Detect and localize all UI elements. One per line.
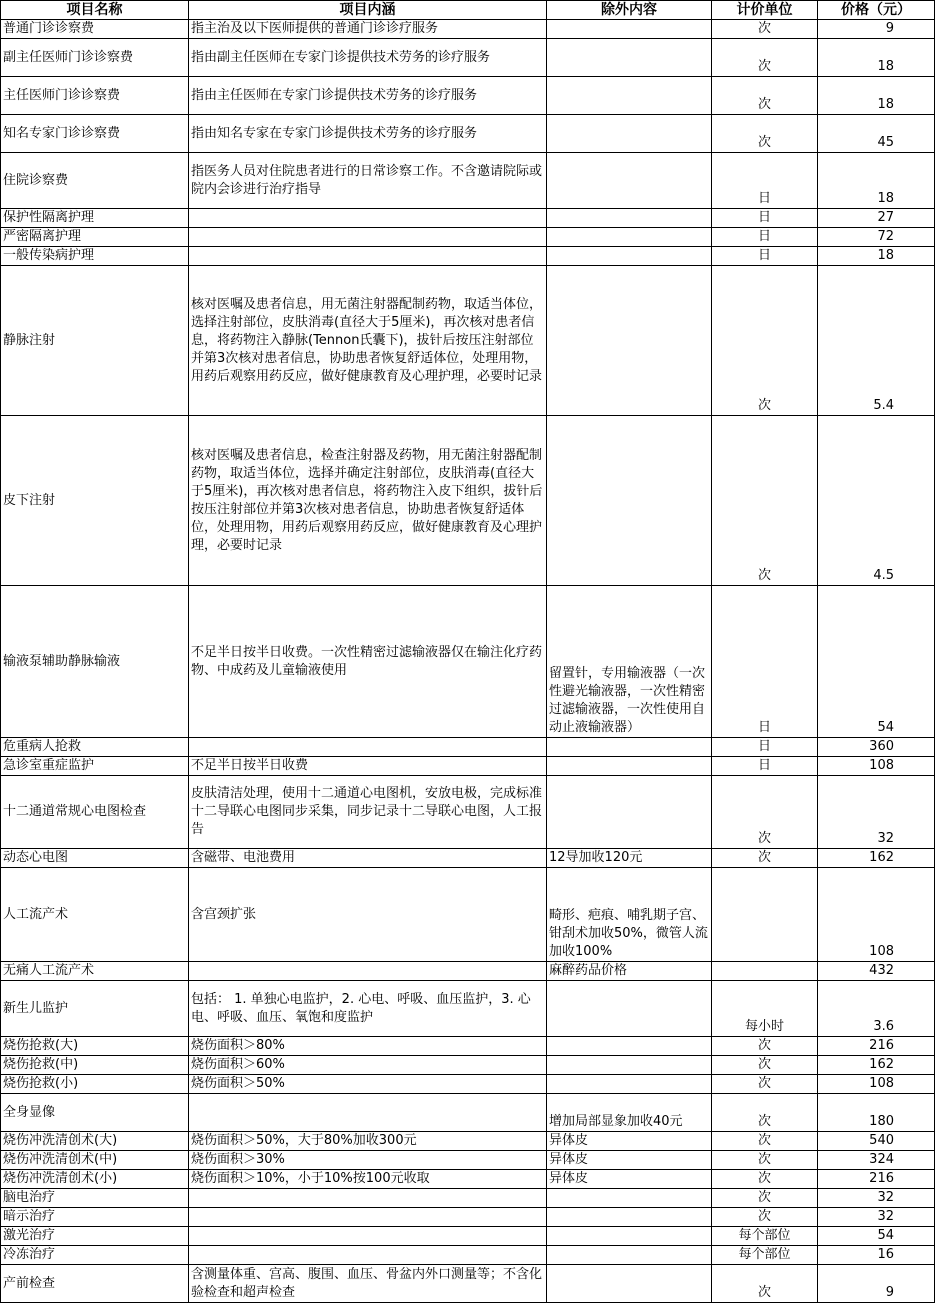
item-name: 激光治疗 — [1, 1227, 189, 1246]
item-content: 烧伤面积＞50%，大于80%加收300元 — [189, 1132, 547, 1151]
item-content — [189, 1189, 547, 1208]
item-unit: 次 — [712, 115, 818, 153]
table-row — [1, 247, 935, 266]
item-price: 216 — [818, 1037, 935, 1056]
header-name: 项目名称 — [1, 1, 189, 20]
table-row — [1, 209, 935, 228]
item-exclusions: 畸形、疤痕、哺乳期子宫、钳刮术加收50%，微管人流加收100% — [547, 868, 712, 962]
item-content — [189, 1208, 547, 1227]
item-exclusions: 麻醉药品价格 — [547, 962, 712, 981]
table-row — [1, 1227, 935, 1246]
item-unit: 日 — [712, 586, 818, 738]
header-exclusions: 除外内容 — [547, 1, 712, 20]
item-price: 18 — [818, 153, 935, 209]
item-content: 不足半日按半日收费。一次性精密过滤输液器仅在输注化疗药物、中成药及儿童输液使用 — [189, 586, 547, 738]
table-row — [1, 776, 935, 849]
item-unit: 日 — [712, 209, 818, 228]
item-content: 烧伤面积＞60% — [189, 1056, 547, 1075]
item-exclusions — [547, 209, 712, 228]
item-exclusions — [547, 1265, 712, 1303]
item-unit: 次 — [712, 1151, 818, 1170]
item-price: 18 — [818, 247, 935, 266]
item-exclusions — [547, 757, 712, 776]
table-row — [1, 849, 935, 868]
item-content: 核对医嘱及患者信息，检查注射器及药物，用无菌注射器配制药物，取适当体位，选择并确定注射部位，皮肤消毒(直径大于5厘米)，再次核对患者信息，将药物注入皮下组织，拔针后按压注射部位并第3次核对患者信息，协助患者恢复舒适体位，处理用物，用药后观察用药反应，做好健康教育及心理护理，必要时记录 — [189, 416, 547, 586]
table-row — [1, 1132, 935, 1151]
item-content: 烧伤面积＞10%，小于10%按100元收取 — [189, 1170, 547, 1189]
item-content — [189, 1094, 547, 1132]
item-price: 27 — [818, 209, 935, 228]
table-row — [1, 228, 935, 247]
item-name: 危重病人抢救 — [1, 738, 189, 757]
item-name: 全身显像 — [1, 1094, 189, 1132]
item-content: 指由副主任医师在专家门诊提供技术劳务的诊疗服务 — [189, 39, 547, 77]
table-row — [1, 266, 935, 416]
item-name: 普通门诊诊察费 — [1, 20, 189, 39]
item-unit: 每个部位 — [712, 1246, 818, 1265]
item-price: 3.6 — [818, 981, 935, 1037]
item-content: 含测量体重、宫高、腹围、血压、骨盆内外口测量等；不含化验检查和超声检查 — [189, 1265, 547, 1303]
item-price: 32 — [818, 776, 935, 849]
table-row — [1, 757, 935, 776]
item-exclusions: 异体皮 — [547, 1132, 712, 1151]
table-row — [1, 1189, 935, 1208]
item-price: 162 — [818, 1056, 935, 1075]
item-unit: 次 — [712, 1208, 818, 1227]
item-content: 核对医嘱及患者信息，用无菌注射器配制药物，取适当体位，选择注射部位，皮肤消毒(直径大于5厘米)，再次核对患者信息，将药物注入静脉(Tennon氏囊下)，拔针后按压注射部位并第3次核对患者信息，协助患者恢复舒适体位，处理用物，用药后观察用药反应，做好健康教育及心理护理，必要时记录 — [189, 266, 547, 416]
item-content — [189, 1227, 547, 1246]
item-content — [189, 1246, 547, 1265]
item-exclusions — [547, 20, 712, 39]
item-exclusions — [547, 981, 712, 1037]
item-exclusions — [547, 228, 712, 247]
table-row — [1, 868, 935, 962]
item-name: 烧伤冲洗清创术(小) — [1, 1170, 189, 1189]
item-name: 烧伤抢救(中) — [1, 1056, 189, 1075]
table-row — [1, 115, 935, 153]
table-row — [1, 1246, 935, 1265]
item-name: 皮下注射 — [1, 416, 189, 586]
table-row — [1, 20, 935, 39]
item-unit: 日 — [712, 757, 818, 776]
item-exclusions — [547, 266, 712, 416]
item-exclusions — [547, 39, 712, 77]
table-row — [1, 962, 935, 981]
item-name: 严密隔离护理 — [1, 228, 189, 247]
item-price: 216 — [818, 1170, 935, 1189]
item-exclusions — [547, 416, 712, 586]
item-exclusions — [547, 1246, 712, 1265]
table-row — [1, 586, 935, 738]
item-price: 9 — [818, 1265, 935, 1303]
item-exclusions — [547, 776, 712, 849]
item-exclusions — [547, 738, 712, 757]
item-content: 不足半日按半日收费 — [189, 757, 547, 776]
item-name: 输液泵辅助静脉输液 — [1, 586, 189, 738]
item-price: 324 — [818, 1151, 935, 1170]
item-unit: 次 — [712, 1170, 818, 1189]
item-price: 162 — [818, 849, 935, 868]
table-row — [1, 1151, 935, 1170]
item-price: 360 — [818, 738, 935, 757]
item-exclusions: 12导加收120元 — [547, 849, 712, 868]
item-content: 指由知名专家在专家门诊提供技术劳务的诊疗服务 — [189, 115, 547, 153]
item-price: 108 — [818, 868, 935, 962]
item-name: 烧伤冲洗清创术(大) — [1, 1132, 189, 1151]
item-unit: 次 — [712, 849, 818, 868]
item-price: 432 — [818, 962, 935, 981]
item-exclusions: 增加局部显象加收40元 — [547, 1094, 712, 1132]
item-exclusions — [547, 1189, 712, 1208]
item-unit: 次 — [712, 1037, 818, 1056]
item-exclusions — [547, 1208, 712, 1227]
item-unit: 次 — [712, 77, 818, 115]
header-content: 项目内涵 — [189, 1, 547, 20]
table-row — [1, 153, 935, 209]
item-name: 产前检查 — [1, 1265, 189, 1303]
table-row — [1, 1075, 935, 1094]
item-name: 住院诊察费 — [1, 153, 189, 209]
item-price: 180 — [818, 1094, 935, 1132]
item-name: 烧伤抢救(大) — [1, 1037, 189, 1056]
item-name: 知名专家门诊诊察费 — [1, 115, 189, 153]
item-name: 动态心电图 — [1, 849, 189, 868]
item-name: 烧伤冲洗清创术(中) — [1, 1151, 189, 1170]
header-price: 价格（元） — [818, 1, 935, 20]
item-content: 包括： 1. 单独心电监护，2. 心电、呼吸、血压监护，3. 心电、呼吸、血压、氧饱和度监护 — [189, 981, 547, 1037]
item-unit: 日 — [712, 228, 818, 247]
item-unit: 次 — [712, 1132, 818, 1151]
table-row — [1, 1208, 935, 1227]
item-content: 皮肤清洁处理，使用十二通道心电图机，安放电极，完成标准十二导联心电图同步采集，同步记录十二导联心电图，人工报告 — [189, 776, 547, 849]
item-content — [189, 962, 547, 981]
item-content: 指医务人员对住院患者进行的日常诊察工作。不含邀请院际或院内会诊进行治疗指导 — [189, 153, 547, 209]
item-content — [189, 738, 547, 757]
item-content: 烧伤面积＞30% — [189, 1151, 547, 1170]
table-row — [1, 1094, 935, 1132]
item-name: 无痛人工流产术 — [1, 962, 189, 981]
item-name: 副主任医师门诊诊察费 — [1, 39, 189, 77]
item-unit: 每小时 — [712, 981, 818, 1037]
item-content — [189, 209, 547, 228]
item-price: 45 — [818, 115, 935, 153]
item-price: 32 — [818, 1189, 935, 1208]
item-exclusions — [547, 115, 712, 153]
item-price: 18 — [818, 39, 935, 77]
item-price: 540 — [818, 1132, 935, 1151]
item-unit: 每个部位 — [712, 1227, 818, 1246]
table-row — [1, 981, 935, 1037]
item-unit: 次 — [712, 1189, 818, 1208]
item-unit: 日 — [712, 153, 818, 209]
item-price: 18 — [818, 77, 935, 115]
item-name: 主任医师门诊诊察费 — [1, 77, 189, 115]
item-exclusions — [547, 247, 712, 266]
item-content: 指主治及以下医师提供的普通门诊诊疗服务 — [189, 20, 547, 39]
item-name: 十二通道常规心电图检查 — [1, 776, 189, 849]
table-row — [1, 416, 935, 586]
item-name: 新生儿监护 — [1, 981, 189, 1037]
item-name: 保护性隔离护理 — [1, 209, 189, 228]
item-price: 54 — [818, 586, 935, 738]
item-unit: 次 — [712, 1265, 818, 1303]
item-exclusions — [547, 1056, 712, 1075]
item-unit: 日 — [712, 738, 818, 757]
table-row — [1, 39, 935, 77]
item-content: 指由主任医师在专家门诊提供技术劳务的诊疗服务 — [189, 77, 547, 115]
item-price: 72 — [818, 228, 935, 247]
table-row — [1, 77, 935, 115]
item-exclusions: 留置针，专用输液器（一次性避光输液器，一次性精密过滤输液器，一次性使用自动止液输液器） — [547, 586, 712, 738]
item-exclusions: 异体皮 — [547, 1151, 712, 1170]
header-row — [1, 1, 935, 20]
item-name: 暗示治疗 — [1, 1208, 189, 1227]
item-exclusions — [547, 77, 712, 115]
item-exclusions — [547, 153, 712, 209]
item-content: 烧伤面积＞50% — [189, 1075, 547, 1094]
item-exclusions — [547, 1037, 712, 1056]
table-row — [1, 1170, 935, 1189]
table-row — [1, 1037, 935, 1056]
item-content: 含磁带、电池费用 — [189, 849, 547, 868]
item-price: 54 — [818, 1227, 935, 1246]
table-row — [1, 1265, 935, 1303]
item-name: 烧伤抢救(小) — [1, 1075, 189, 1094]
item-price: 9 — [818, 20, 935, 39]
item-price: 32 — [818, 1208, 935, 1227]
item-price: 108 — [818, 1075, 935, 1094]
item-unit: 次 — [712, 266, 818, 416]
item-unit — [712, 962, 818, 981]
item-content — [189, 228, 547, 247]
item-price: 4.5 — [818, 416, 935, 586]
item-content — [189, 247, 547, 266]
item-unit: 次 — [712, 1075, 818, 1094]
table-row — [1, 1056, 935, 1075]
item-exclusions: 异体皮 — [547, 1170, 712, 1189]
item-unit: 次 — [712, 416, 818, 586]
item-name: 冷冻治疗 — [1, 1246, 189, 1265]
item-unit: 次 — [712, 1056, 818, 1075]
table-row — [1, 738, 935, 757]
item-price: 16 — [818, 1246, 935, 1265]
item-name: 静脉注射 — [1, 266, 189, 416]
header-unit: 计价单位 — [712, 1, 818, 20]
item-price: 108 — [818, 757, 935, 776]
item-name: 一般传染病护理 — [1, 247, 189, 266]
item-unit: 次 — [712, 776, 818, 849]
item-name: 急诊室重症监护 — [1, 757, 189, 776]
item-price: 5.4 — [818, 266, 935, 416]
item-unit: 日 — [712, 247, 818, 266]
item-unit: 次 — [712, 20, 818, 39]
item-content: 含宫颈扩张 — [189, 868, 547, 962]
item-exclusions — [547, 1075, 712, 1094]
item-unit: 次 — [712, 1094, 818, 1132]
item-unit: 次 — [712, 39, 818, 77]
item-name: 脑电治疗 — [1, 1189, 189, 1208]
item-exclusions — [547, 1227, 712, 1246]
item-name: 人工流产术 — [1, 868, 189, 962]
item-content: 烧伤面积＞80% — [189, 1037, 547, 1056]
item-unit — [712, 868, 818, 962]
